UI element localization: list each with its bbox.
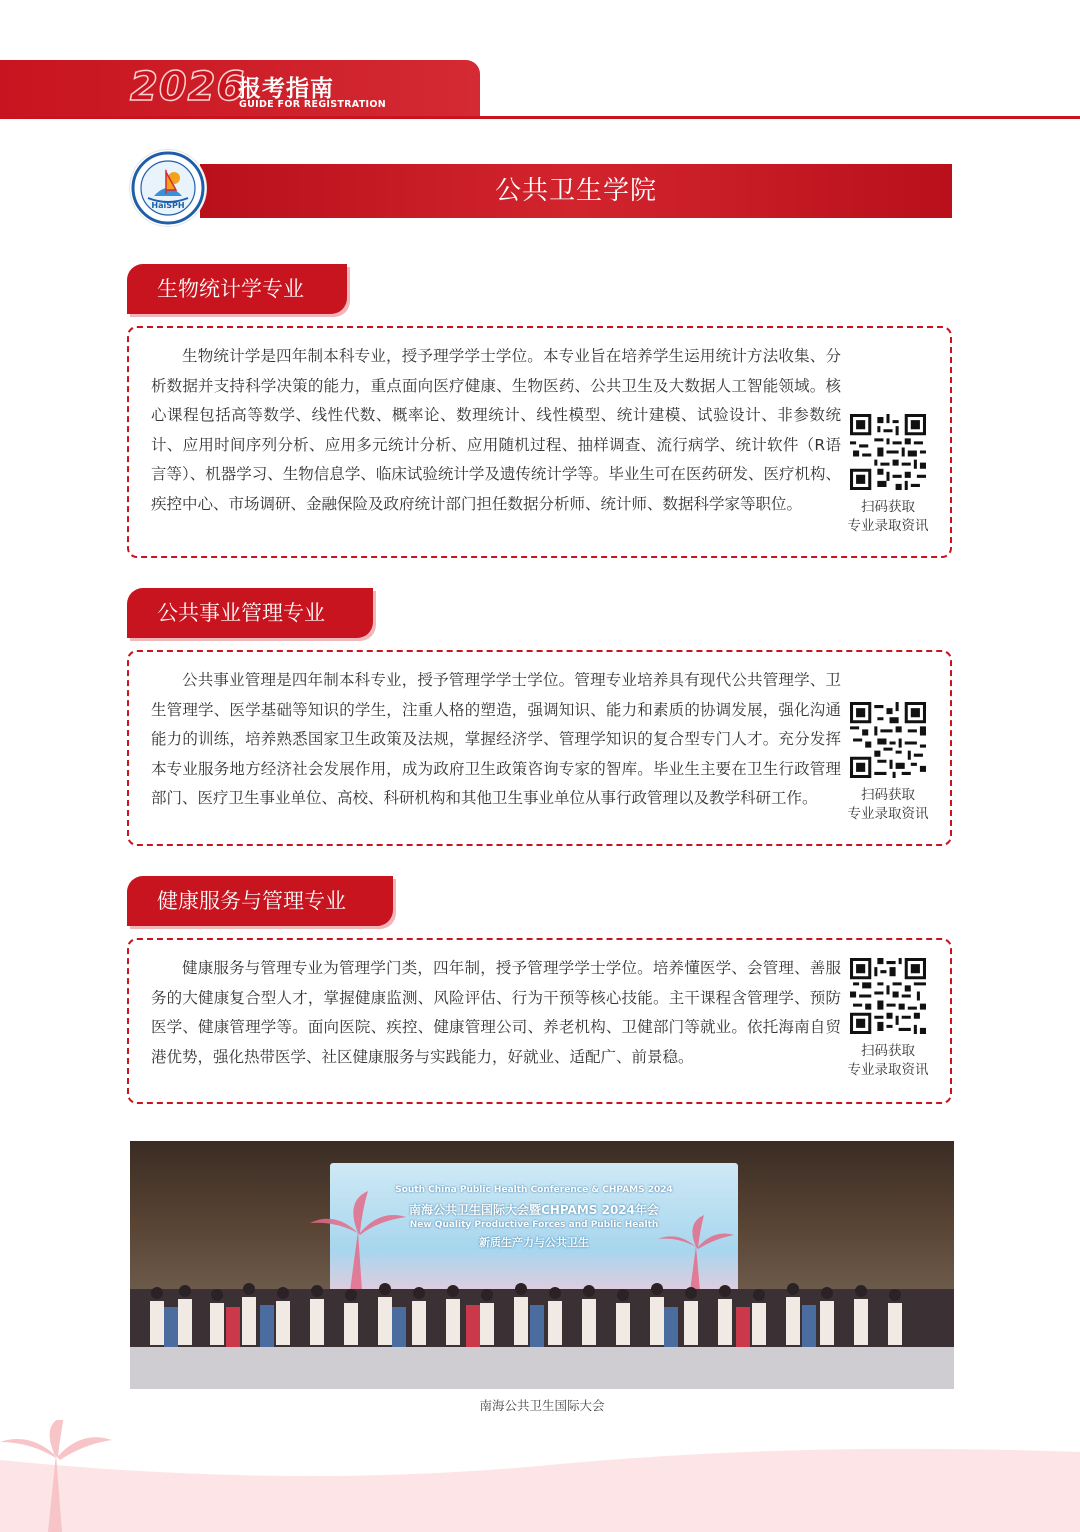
qr-caption-line1: 扫码获取 — [861, 1043, 915, 1059]
school-title: 公共卫生学院 — [494, 176, 657, 206]
palm-decoration-icon — [0, 1420, 1080, 1532]
photo-caption: 南海公共卫生国际大会 — [479, 1398, 605, 1413]
section-box-biostatistics — [127, 326, 952, 558]
conference-group-photo — [130, 1141, 954, 1389]
qr-code-icon[interactable] — [850, 958, 926, 1034]
header-title: 报考指南 — [238, 76, 334, 102]
qr-caption-line1: 扫码获取 — [861, 787, 915, 803]
qr-caption-line2: 专业录取资讯 — [847, 806, 929, 822]
qr-caption-line1: 扫码获取 — [861, 499, 915, 515]
qr-block — [840, 958, 936, 1080]
qr-caption-line2: 专业录取资讯 — [847, 518, 929, 534]
section-body-biostatistics: 生物统计学是四年制本科专业，授予理学学士学位。本专业旨在培养学生运用统计方法收集、分析数据并支持科学决策的能力，重点面向医疗健康、生物医药、公共卫生及大数据人工智能领域。核心课程包括高等数学、线性代数、概率论、数理统计、线性模型、统计建模、试验设计、非参数统计、应用时间序列分析、应用多元统计分析、应用随机过程、抽样调查、流行病学、统计软件（R语言等）、机器学习、生物信息学、临床试验统计学及遗传统计学等。毕业生可在医药研发、医疗机构、疾控中心、市场调研、金融保险及政府统计部门担任数据分析师、统计师、数据科学家等职位。 — [151, 347, 841, 513]
crowd-illustration — [130, 1141, 954, 1389]
screen-line-1: South China Public Health Conference & CHPAMS 2024 — [395, 1185, 673, 1195]
qr-caption-line2: 专业录取资讯 — [847, 1062, 929, 1078]
section-body-health-service: 健康服务与管理专业为管理学门类，四年制，授予管理学学士学位。培养懂医学、会管理、善服务的大健康复合型人才，掌握健康监测、风险评估、行为干预等核心技能。主干课程含管理学、预防医学、健康管理学等。面向医院、疾控、健康管理公司、养老机构、卫健部门等就业。依托海南自贸港优势，强化热带医学、社区健康服务与实践能力，好就业、适配广、前景稳。 — [151, 959, 841, 1066]
header-divider — [0, 116, 1080, 119]
header-subtitle: GUIDE FOR REGISTRATION — [239, 99, 386, 110]
section-heading-public-affairs: 公共事业管理专业 — [127, 588, 373, 638]
screen-line-3: New Quality Productive Forces and Public Health — [409, 1220, 659, 1230]
section-body-public-affairs: 公共事业管理是四年制本科专业，授予管理学学士学位。管理专业培养具有现代公共管理学、卫生管理学、医学基础等知识的学生，注重人格的塑造，强调知识、能力和素质的协调发展，强化沟通能力的训练，培养熟悉国家卫生政策及法规，掌握经济学、管理学知识的复合型专门人才。充分发挥本专业服务地方经济社会发展作用，成为政府卫生政策咨询专家的智库。毕业生主要在卫生行政管理部门、医疗卫生事业单位、高校、科研机构和其他卫生事业单位从事行政管理以及教学科研工作。 — [151, 671, 841, 807]
section-heading-health-service: 健康服务与管理专业 — [127, 876, 393, 926]
section-heading-biostatistics: 生物统计学专业 — [127, 264, 347, 314]
school-emblem-icon — [130, 150, 206, 226]
section-box-public-affairs — [127, 650, 952, 846]
screen-line-4: 新质生产力与公共卫生 — [479, 1236, 589, 1249]
header-year: 2026 — [130, 64, 246, 110]
screen-line-2: 南海公共卫生国际大会暨CHPAMS 2024年会 — [409, 1203, 659, 1217]
section-box-health-service — [127, 938, 952, 1104]
qr-block — [840, 702, 936, 824]
qr-code-icon[interactable] — [850, 414, 926, 490]
svg-text:HaiSPH: HaiSPH — [151, 201, 185, 210]
qr-block — [840, 414, 936, 536]
qr-code-icon[interactable] — [850, 702, 926, 778]
